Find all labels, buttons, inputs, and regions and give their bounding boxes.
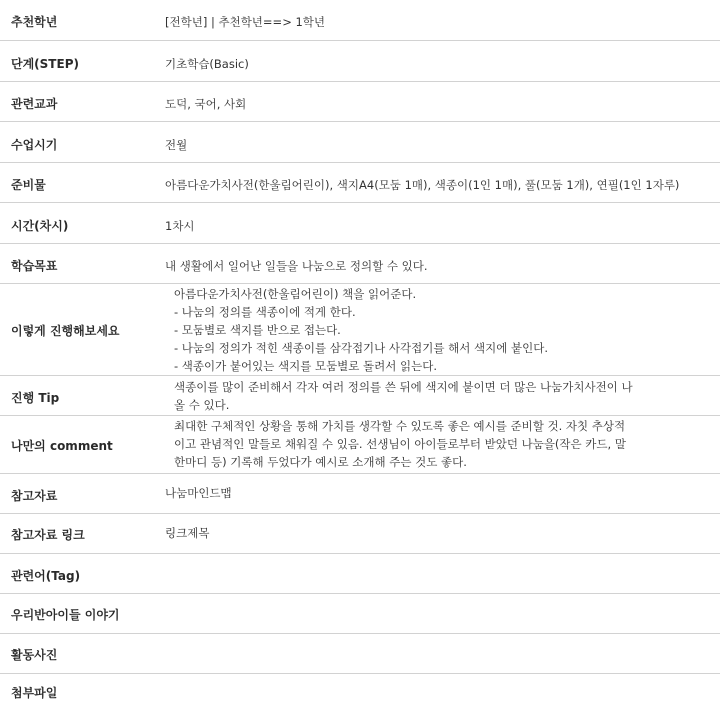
row-label-tags: 관련어(Tag) [11,569,81,583]
row-label-activity-photos: 활동사진 [11,648,58,662]
comment-line: 한마디 등) 기록해 두었다가 예시로 소개해 주는 것도 좋다. [174,455,467,469]
row-value-reference-link[interactable]: 링크제목 [165,526,210,540]
table-row [0,634,720,674]
row-value-subject: 도덕, 국어, 사회 [165,97,247,111]
procedure-line: - 나눔의 정의가 적힌 색종이를 삼각접기나 사각접기를 해서 색지에 붙인다. [174,341,548,355]
row-label-period: 수업시기 [11,138,58,152]
table-row [0,416,720,474]
table-row [0,244,720,284]
row-label-tip: 진행 Tip [11,391,60,405]
row-value-comment [174,417,626,471]
procedure-line: 아름다운가치사전(한울림어린이) 책을 읽어준다. [174,287,417,301]
row-value-tip [174,378,633,414]
table-row [0,284,720,376]
row-value-step: 기초학습(Basic) [165,57,249,71]
table-row [0,554,720,594]
row-value-reference: 나눔마인드맵 [165,486,232,500]
row-value-procedure [174,285,548,375]
row-value-period: 전월 [165,138,188,152]
row-label-time: 시간(차시) [11,219,69,233]
row-label-reference-link: 참고자료 링크 [11,528,85,542]
table-row [0,674,720,705]
row-label-materials: 준비물 [11,178,46,192]
row-value-grade: [전학년] | 추천학년==> 1학년 [165,15,326,29]
row-label-comment: 나만의 comment [11,439,113,453]
table-row [0,82,720,122]
comment-line: 최대한 구체적인 상황을 통해 가치를 생각할 수 있도록 좋은 예시를 준비할 것. 자칫 추상적 [174,419,626,433]
table-row [0,594,720,634]
row-label-attachments: 첨부파일 [11,686,58,700]
procedure-line: - 나눔의 정의를 색종이에 적게 한다. [174,305,356,319]
table-row [0,474,720,514]
row-label-reference: 참고자료 [11,489,58,503]
row-label-procedure: 이렇게 진행해보세요 [11,324,120,338]
row-value-time: 1차시 [165,219,195,233]
tip-line: 색종이를 많이 준비해서 각자 여러 정의를 쓴 뒤에 색지에 붙이면 더 많은 나눔가치사전이 나 [174,380,633,394]
table-row [0,122,720,163]
row-label-goal: 학습목표 [11,259,58,273]
comment-line: 이고 관념적인 말들로 채워질 수 있음. 선생님이 아이들로부터 받았던 나눔을(작은 카드, 말 [174,437,626,451]
procedure-line: - 모둠별로 색지를 반으로 접는다. [174,323,341,337]
procedure-line: - 색종이가 붙어있는 색지를 모둠별로 돌려서 읽는다. [174,359,438,373]
table-row [0,203,720,244]
tip-line: 올 수 있다. [174,398,230,412]
table-row [0,41,720,82]
row-value-goal: 내 생활에서 일어난 일들을 나눔으로 정의할 수 있다. [165,259,428,273]
row-label-subject: 관련교과 [11,97,58,111]
table-row [0,514,720,554]
row-label-step: 단계(STEP) [11,57,79,71]
table-row [0,376,720,416]
row-label-class-stories: 우리반아이들 이야기 [11,608,120,622]
row-value-materials: 아름다운가치사전(한울림어린이), 색지A4(모둠 1매), 색종이(1인 1매), 풀(모둠 1개), 연필(1인 1자루) [165,178,680,192]
table-row [0,163,720,203]
row-label-grade: 추천학년 [11,15,58,29]
table-row [0,0,720,41]
